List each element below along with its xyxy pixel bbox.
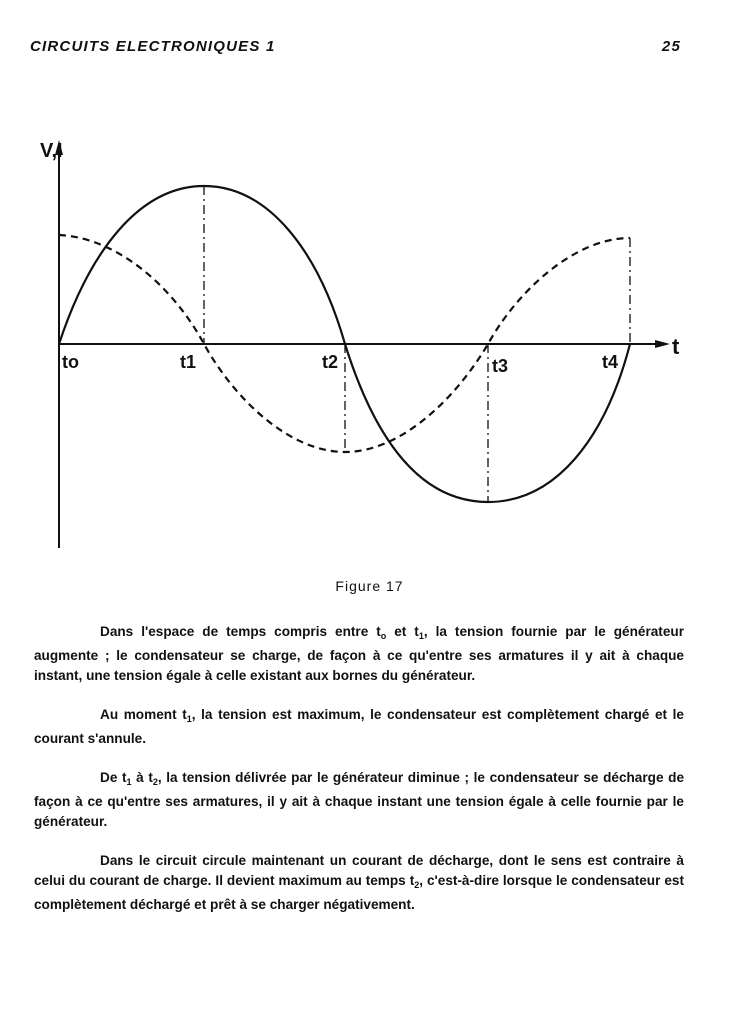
p4-sub-a: 2 [414, 880, 420, 890]
p3-sub-b: 2 [152, 777, 158, 787]
tick-label-t2: t2 [322, 352, 339, 372]
p3-sub-a: 1 [126, 777, 132, 787]
x-axis-arrow [655, 340, 670, 348]
p1-sub-b: 1 [418, 631, 424, 641]
p1-text-a: Dans l'espace de temps compris entre t [100, 624, 381, 639]
y-axis-label: V,I [40, 140, 63, 162]
p2-text-b: , la tension est maximum, le condensateur est complètement chargé et le courant s'annule. [34, 707, 684, 746]
p1-sub-a: o [380, 631, 387, 641]
figure-caption: Figure 17 [335, 578, 404, 594]
p3-text-b: à t [131, 770, 153, 785]
tick-label-t1: t1 [180, 352, 197, 372]
page-number: 25 [661, 38, 681, 55]
paragraph-1 [34, 622, 684, 686]
tick-label-t0: to [62, 352, 79, 372]
paragraph-4 [34, 851, 684, 915]
running-title: CIRCUITS ELECTRONIQUES 1 [30, 38, 276, 55]
x-axis-label: t [672, 334, 680, 359]
p4-text-a: Dans le circuit circule maintenant un courant de décharge, dont le sens est contraire à celui du courant de charge. Il devient maximum au temps t [34, 853, 684, 888]
paragraph-2 [34, 705, 684, 749]
p3-text-c: , la tension délivrée par le générateur diminue ; le condensateur se décharge de façon à ce qu'entre ses armatures, il y ait à chaque instant une tension égale à celle fournie par le générateur. [34, 770, 685, 829]
tick-label-t3: t3 [492, 356, 509, 376]
p1-text-c: , la tension fournie par le générateur augmente ; le condensateur se charge, de façon à ce qu'entre ses armatures il y ait à chaque instant, une tension égale à celle existant aux bornes du générateur. [34, 624, 684, 683]
p4-text-b: , c'est-à-dire lorsque le condensateur est complètement déchargé et prêt à se charger négativement. [34, 873, 684, 912]
p1-text-b: et t [386, 624, 419, 639]
p2-text-a: Au moment t [100, 707, 187, 722]
body-text [34, 622, 684, 934]
paragraph-3 [34, 768, 684, 832]
p3-text-a: De t [100, 770, 127, 785]
tick-label-t4: t4 [602, 352, 619, 372]
p2-sub-a: 1 [186, 714, 192, 724]
